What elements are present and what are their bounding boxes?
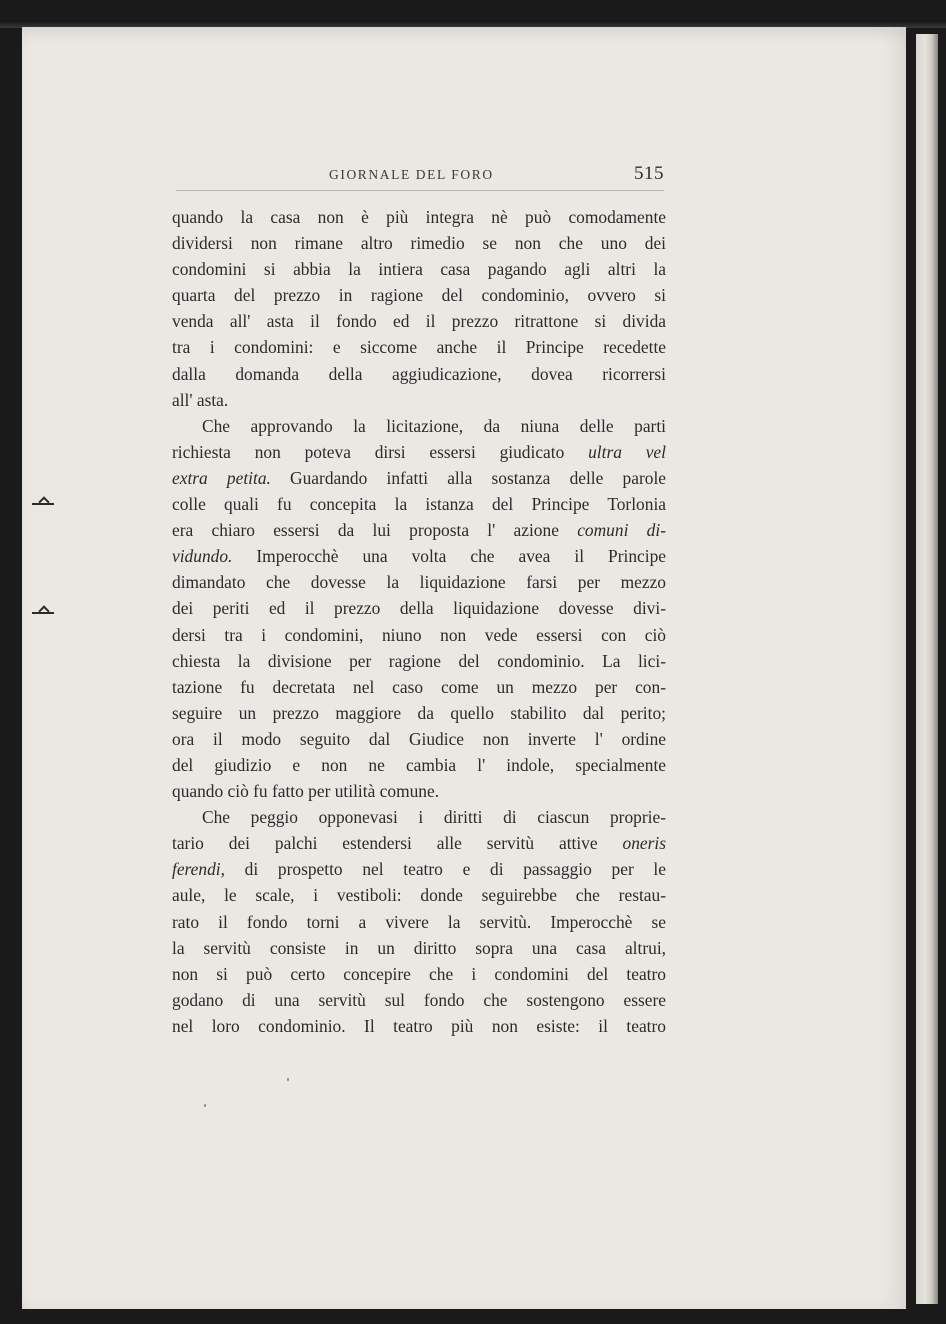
text-run: Guardando infatti alla sostanza delle parole	[270, 467, 666, 488]
text-line: nel loro condominio. Il teatro più non esiste: il teatro	[172, 1015, 666, 1036]
text-line: dersi tra i condomini, niuno non vede essersi con ciò	[172, 624, 666, 645]
text-line: all' asta.	[172, 389, 229, 410]
italic-run: ultra vel	[588, 441, 666, 462]
text-line: chiesta la divisione per ragione del condominio. La lici-	[172, 650, 666, 671]
text-line: non si può certo concepire che i condomini del teatro	[172, 963, 666, 984]
text-line: ora il modo seguito dal Giudice non inverte l' ordine	[172, 728, 666, 749]
italic-run: comuni di-	[577, 520, 666, 541]
margin-arrow-icon	[32, 501, 54, 507]
text-run: era chiaro essersi da lui proposta l' azione	[172, 520, 559, 541]
text-run: richiesta non poteva dirsi essersi giudicato	[172, 441, 565, 462]
text-line: rato il fondo torni a vivere la servitù. Imperocchè se	[172, 911, 666, 932]
text-line: Che peggio opponevasi i diritti di ciascun proprie-	[202, 807, 666, 828]
text-line	[172, 439, 666, 465]
italic-run: vidundo.	[172, 546, 233, 567]
margin-arrow-icon	[32, 610, 54, 616]
italic-run: ferendi,	[172, 859, 225, 880]
header-rule	[176, 190, 664, 191]
italic-run: extra petita.	[172, 467, 271, 488]
text-line: tazione fu decretata nel caso come un mezzo per con-	[172, 676, 666, 697]
text-line: quarta del prezzo in ragione del condominio, ovvero si	[172, 285, 666, 306]
text-line	[172, 465, 666, 491]
text-run: tario dei palchi estendersi alle servitù attive	[172, 833, 598, 854]
text-line	[172, 830, 666, 856]
text-line: seguire un prezzo maggiore da quello stabilito dal perito;	[172, 702, 666, 723]
text-line: dimandato che dovesse la liquidazione farsi per mezzo	[172, 572, 666, 593]
text-line: quando ciò fu fatto per utilità comune.	[172, 781, 440, 802]
text-line: dei periti ed il prezzo della liquidazione dovesse divi-	[172, 598, 666, 619]
text-line: dalla domanda della aggiudicazione, dovea ricorrersi	[172, 363, 666, 384]
text-line: tra i condomini: e siccome anche il Principe recedette	[172, 337, 666, 358]
text-run: Imperocchè una volta che avea il Principe	[232, 546, 666, 567]
paper-speck	[287, 1078, 289, 1081]
italic-run: oneris	[622, 833, 666, 854]
text-line	[172, 543, 666, 569]
text-run: di prospetto nel teatro e di passaggio per le	[224, 859, 666, 880]
text-line: del giudizio e non ne cambia l' indole, specialmente	[172, 754, 666, 775]
text-line: venda all' asta il fondo ed il prezzo ritrattone si divida	[172, 311, 666, 332]
text-line: la servitù consiste in un diritto sopra una casa altrui,	[172, 937, 666, 958]
text-line: dividersi non rimane altro rimedio se non che uno dei	[172, 233, 666, 254]
paper-speck	[204, 1104, 206, 1107]
text-line	[172, 517, 666, 543]
text-line: condomini si abbia la intiera casa pagando agli altri la	[172, 259, 666, 280]
text-line: aule, le scale, i vestiboli: donde seguirebbe che restau-	[172, 885, 666, 906]
body-text	[172, 204, 666, 1039]
text-line: Che approvando la licitazione, da niuna delle parti	[202, 415, 666, 436]
text-line: colle quali fu concepita la istanza del Principe Torlonia	[172, 494, 666, 515]
text-line: quando la casa non è più integra nè può comodamente	[172, 207, 666, 227]
page-header	[172, 163, 666, 189]
text-line: godano di una servitù sul fondo che sostengono essere	[172, 989, 666, 1010]
text-line	[172, 856, 666, 882]
page-stack-edge	[916, 34, 938, 1304]
running-head: GIORNALE DEL FORO	[329, 167, 494, 182]
page-number: 515	[634, 163, 664, 184]
